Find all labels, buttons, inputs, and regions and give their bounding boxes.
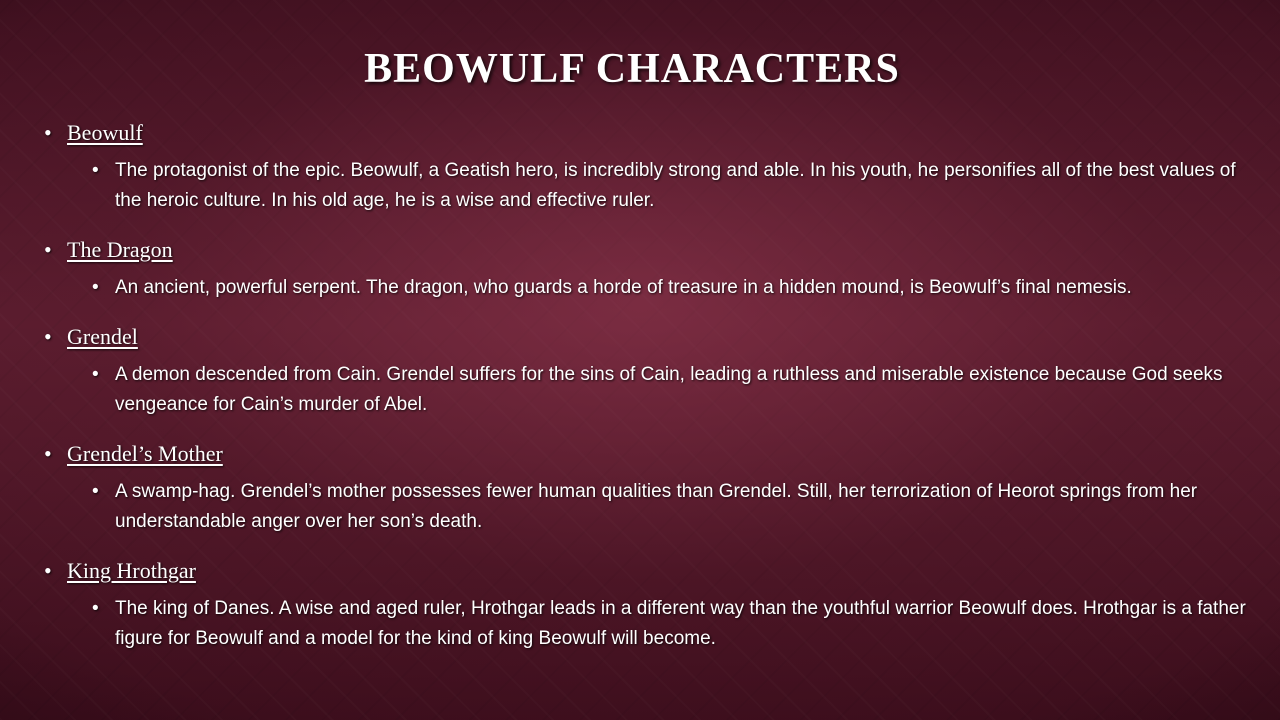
character-heading [44,556,1244,586]
character-description-text: The protagonist of the epic. Beowulf, a Geatish hero, is incredibly strong and able. In his youth, he personifies all of the best values of the heroic culture. In his old age, he is a wise and effective ruler. [115,160,1236,211]
character-item-grendels-mother [44,439,1244,537]
bullet-icon: • [92,481,99,502]
bullet-icon: • [92,364,99,385]
character-description-text: An ancient, powerful serpent. The dragon, who guards a horde of treasure in a hidden mound, is Beowulf’s final nemesis. [115,277,1132,298]
character-description [92,156,1250,216]
character-heading [44,322,1244,352]
bullet-icon: • [44,441,52,466]
bullet-icon: • [44,324,52,349]
character-description [92,360,1250,420]
bullet-icon: • [44,237,52,262]
character-item-king-hrothgar [44,556,1244,654]
character-heading [44,439,1244,469]
bullet-icon: • [44,120,52,145]
character-description-text: A swamp-hag. Grendel’s mother possesses fewer human qualities than Grendel. Still, her terrorization of Heorot springs from her understandable anger over her son’s death. [115,481,1198,532]
character-description [92,594,1250,654]
bullet-icon: • [92,277,99,298]
character-description [92,477,1250,537]
character-description [92,273,1250,303]
character-description-text: The king of Danes. A wise and aged ruler, Hrothgar leads in a different way than the youthful warrior Beowulf does. Hrothgar is a father figure for Beowulf and a model for the kind of king Beowulf will become. [115,598,1246,649]
character-heading [44,118,1244,148]
character-name-link[interactable]: Grendel’s Mother [67,441,223,466]
character-name-link[interactable]: King Hrothgar [67,558,196,583]
character-name-link[interactable]: Grendel [67,324,138,349]
character-item-beowulf [44,118,1244,216]
bullet-icon: • [92,160,99,181]
slide-title: BEOWULF CHARACTERS [364,46,900,92]
bullet-icon: • [44,558,52,583]
bullet-icon: • [92,598,99,619]
character-list [44,118,1244,654]
character-heading [44,235,1244,265]
character-item-dragon [44,235,1244,303]
character-name-link[interactable]: The Dragon [67,237,173,262]
character-name-link[interactable]: Beowulf [67,120,143,145]
character-description-text: A demon descended from Cain. Grendel suffers for the sins of Cain, leading a ruthless and miserable existence because God seeks vengeance for Cain’s murder of Abel. [115,364,1223,415]
character-item-grendel [44,322,1244,420]
